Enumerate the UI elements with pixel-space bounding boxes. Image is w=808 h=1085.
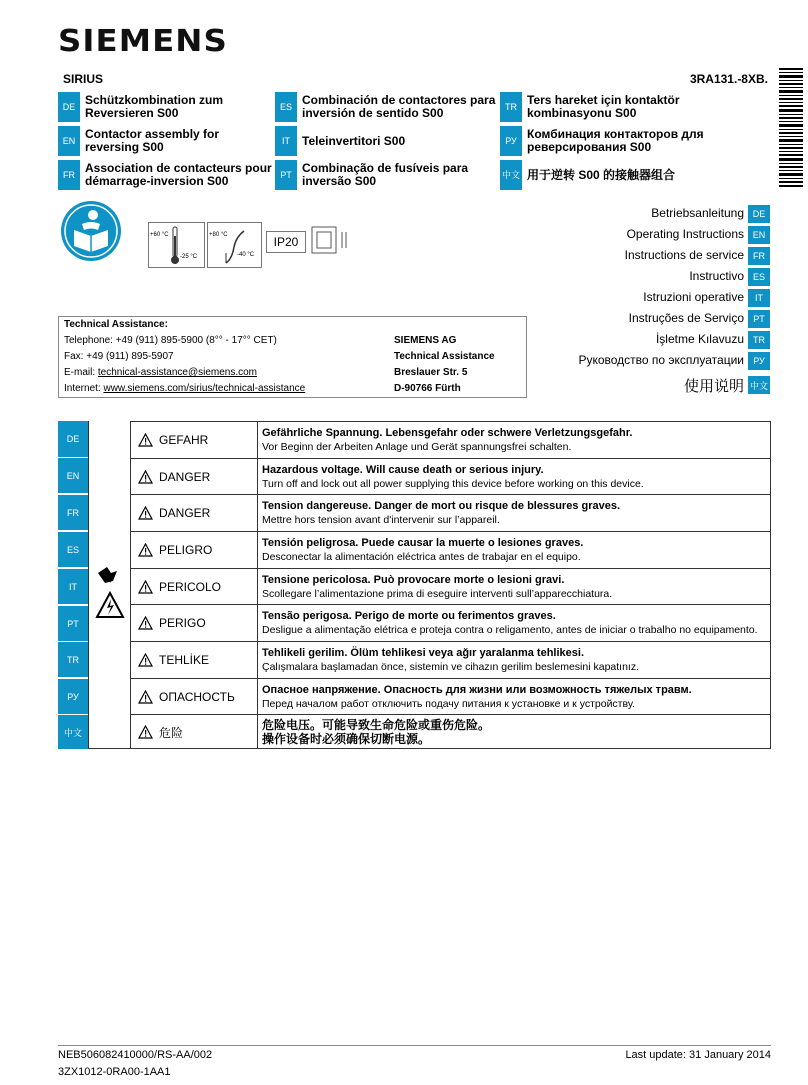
warning-row-es xyxy=(130,531,771,568)
product-series: SIRIUS xyxy=(63,72,104,86)
warning-heading: Gefährliche Spannung. Lebensgefahr oder schwere Verletzungsgefahr. xyxy=(262,427,633,439)
warning-heading: Tensión peligrosa. Puede causar la muerte o lesiones graves. xyxy=(262,537,584,549)
title-en xyxy=(58,126,273,156)
title-es xyxy=(275,92,497,122)
instruction-lang-badge: EN xyxy=(748,226,770,244)
lang-code: 中文 xyxy=(500,160,522,190)
op-temp-max: +60 °C xyxy=(150,232,169,238)
title-it xyxy=(275,126,497,156)
warning-heading: Tehlikeli gerilim. Ölüm tehlikesi veya ağır yaralanma tehlikesi. xyxy=(262,647,584,659)
ta-heading: Technical Assistance: xyxy=(64,319,168,330)
warning-lang-code: TR xyxy=(58,642,88,677)
warning-triangle-icon xyxy=(138,543,153,557)
instruction-title: Instruções de Serviço xyxy=(628,311,744,325)
lang-code: TR xyxy=(500,92,522,122)
instruction-title: Operating Instructions xyxy=(626,227,744,241)
order-number: 3RA131.-8XB. xyxy=(689,72,768,86)
ta-internet-link[interactable]: www.siemens.com/sirius/technical-assistance xyxy=(103,383,306,394)
warning-lang-code: 中文 xyxy=(58,715,88,749)
warning-heading: Tensione pericolosa. Può provocare morte o lesioni gravi. xyxy=(262,573,565,586)
instruction-lang-badge: РУ xyxy=(748,352,770,370)
warning-label: DANGER xyxy=(159,506,211,520)
warning-text xyxy=(260,605,770,641)
warning-signal-word xyxy=(130,715,258,749)
warning-heading: Опасное напряжение. Опасность для жизни или возможность тяжелых травм. xyxy=(262,683,692,696)
warning-row-pt xyxy=(130,604,771,641)
title-pt xyxy=(275,160,497,190)
warning-signal-word xyxy=(130,642,258,678)
warning-label: ОПАСНОСТЬ xyxy=(159,689,235,704)
warning-triangle-icon xyxy=(138,433,153,447)
ta-email-row xyxy=(64,367,257,378)
warning-triangle-icon xyxy=(138,506,153,520)
title-text: Teleinvertitori S00 xyxy=(302,133,406,148)
instruction-title: Instructivo xyxy=(689,269,744,283)
warning-lang-code: ES xyxy=(58,532,88,567)
warning-text xyxy=(260,495,770,531)
title-de xyxy=(58,92,273,122)
instruction-lang-badge: ES xyxy=(748,268,770,286)
warning-signal-word xyxy=(130,459,258,494)
last-update: Last update: 31 January 2014 xyxy=(625,1049,771,1061)
lang-code: FR xyxy=(58,160,80,190)
warning-heading: Tension dangereuse. Danger de mort ou risque de blessures graves. xyxy=(262,500,621,512)
lang-code: ES xyxy=(275,92,297,122)
warning-label: 危险 xyxy=(159,725,184,740)
protection-class-icon xyxy=(311,226,351,256)
warning-body: 操作设备时必须确保切断电源。 xyxy=(262,732,431,746)
title-text: Contactor assembly for reversing S00 xyxy=(85,127,220,154)
warning-signal-word xyxy=(130,605,258,641)
temperature-range-icon xyxy=(224,229,246,265)
part-number: 3ZX1012-0RA00-1AA1 xyxy=(58,1066,171,1078)
doc-number: NEB506082410000/RS-AA/002 xyxy=(58,1049,213,1061)
ta-email-link[interactable]: technical-assistance@siemens.com xyxy=(97,367,258,378)
warning-triangle-icon xyxy=(138,616,153,630)
siemens-logo: SIEMENS xyxy=(58,24,228,59)
warning-triangle-icon xyxy=(138,725,153,739)
warning-body: Turn off and lock out all power supplying this device before working on this device. xyxy=(262,477,644,490)
warning-signal-word xyxy=(130,495,258,531)
lang-code: PT xyxy=(275,160,297,190)
warning-triangle-icon xyxy=(138,470,153,484)
ta-email-prefix: E-mail: xyxy=(64,367,98,378)
footer-divider xyxy=(58,1045,771,1046)
warning-heading: Tensão perigosa. Perigo de morte ou ferimentos graves. xyxy=(262,610,556,622)
warning-body: Desligue a alimentação elétrica e proteja contra o religamento, antes de iniciar o trabalho no equipamento. xyxy=(262,624,758,636)
warning-text xyxy=(260,715,770,749)
warning-body: Çalışmalara başlamadan önce, sistemin ve cihazın gerilim beslemesini kapatınız. xyxy=(262,661,640,673)
warning-body: Перед началом работ отключить подачу питания к установке и к устройству. xyxy=(262,697,635,710)
ta-internet-row xyxy=(64,383,305,394)
title-text: Ters hareket için kontaktör kombinasyonu S00 xyxy=(527,93,680,120)
lang-code: EN xyxy=(58,126,80,156)
warning-text xyxy=(260,569,770,604)
warning-triangle-icon xyxy=(138,653,153,667)
warning-lang-code: EN xyxy=(58,458,88,493)
instruction-title: Istruzioni operative xyxy=(643,290,744,304)
ta-internet-prefix: Internet: xyxy=(64,383,104,394)
title-text: Association de contacteurs pour démarrage-inversion S00 xyxy=(85,161,272,188)
warning-signal-word xyxy=(130,422,258,458)
warning-text xyxy=(260,422,770,458)
instruction-title: Instructions de service xyxy=(624,248,744,262)
warning-label: PELIGRO xyxy=(159,543,213,557)
title-tr xyxy=(500,92,770,122)
barcode-icon xyxy=(779,68,803,188)
warning-text xyxy=(260,642,770,678)
op-temp-min: -25 °C xyxy=(180,254,198,260)
warning-body: Vor Beginn der Arbeiten Anlage und Gerät spannungsfrei schalten. xyxy=(262,441,572,453)
warning-row-it xyxy=(130,568,771,604)
warning-row-fr xyxy=(130,494,771,531)
instruction-title: İşletme Kılavuzu xyxy=(655,332,744,346)
warning-lang-code: РУ xyxy=(58,679,88,714)
warning-signal-word xyxy=(130,532,258,568)
warning-label: PERICOLO xyxy=(159,579,222,594)
read-manual-icon xyxy=(60,200,122,262)
title-text: Schützkombination zum Reversieren S00 xyxy=(85,93,223,120)
electric-hazard-icon xyxy=(95,565,125,620)
title-text: 用于逆转 S00 的接触器组合 xyxy=(527,167,676,182)
warning-row-tr xyxy=(130,641,771,678)
ta-fax: Fax: +49 (911) 895-5907 xyxy=(64,351,174,362)
warning-lang-code: IT xyxy=(58,569,88,604)
warning-body: Scollegare l’alimentazione prima di eseguire interventi sull’apparecchiatura. xyxy=(262,587,613,600)
warning-row-zh xyxy=(130,714,771,749)
instruction-lang-badge: PT xyxy=(748,310,770,328)
lang-code: РУ xyxy=(500,126,522,156)
warning-lang-code: DE xyxy=(58,421,88,457)
ip-rating: IP20 xyxy=(266,231,306,253)
warning-label: DANGER xyxy=(159,469,211,484)
warning-triangle-icon xyxy=(138,580,153,594)
instruction-lang-badge: 中文 xyxy=(748,376,770,394)
title-text: Комбинация контакторов для реверсирования S00 xyxy=(527,127,704,154)
warning-heading: 危险电压。可能导致生命危险或重伤危险。 xyxy=(262,718,491,732)
lang-code: DE xyxy=(58,92,80,122)
title-text: Combinación de contactores para inversión de sentido S00 xyxy=(302,93,496,120)
operating-temp-box xyxy=(148,222,205,268)
instruction-title: Руководство по эксплуатации xyxy=(578,353,744,367)
technical-assistance-box xyxy=(58,316,527,398)
warning-text xyxy=(260,459,770,494)
title-ru xyxy=(500,126,770,156)
store-temp-min: -40 °C xyxy=(237,252,255,258)
warning-label: PERIGO xyxy=(159,616,206,630)
warning-signal-word xyxy=(130,569,258,604)
ta-phone: Telephone: +49 (911) 895-5900 (8°° - 17°° CET) xyxy=(64,335,277,346)
safety-warning-table xyxy=(58,421,771,749)
lang-code: IT xyxy=(275,126,297,156)
warning-lang-code: FR xyxy=(58,495,88,530)
instruction-title: 使用说明 xyxy=(683,378,744,395)
warning-lang-code: PT xyxy=(58,606,88,641)
instruction-title: Betriebsanleitung xyxy=(651,206,744,220)
warning-body: Desconectar la alimentación eléctrica antes de trabajar en el equipo. xyxy=(262,551,581,563)
title-fr xyxy=(58,160,273,190)
warning-text xyxy=(260,679,770,714)
instruction-lang-badge: TR xyxy=(748,331,770,349)
ta-city: D-90766 Fürth xyxy=(394,383,461,394)
warning-text xyxy=(260,532,770,568)
warning-heading: Hazardous voltage. Will cause death or serious injury. xyxy=(262,463,544,476)
instruction-lang-badge: IT xyxy=(748,289,770,307)
ta-dept: Technical Assistance xyxy=(394,351,495,362)
instruction-lang-badge: DE xyxy=(748,205,770,223)
warning-row-en xyxy=(130,458,771,494)
title-zh xyxy=(500,160,770,190)
ta-company: SIEMENS AG xyxy=(394,335,457,346)
storage-temp-box xyxy=(207,222,262,268)
warning-triangle-icon xyxy=(138,690,153,704)
ta-street: Breslauer Str. 5 xyxy=(394,367,468,378)
warning-row-de xyxy=(130,421,771,458)
warning-label: TEHLİKE xyxy=(159,653,210,667)
warning-label: GEFAHR xyxy=(159,433,209,447)
title-text: Combinação de fusíveis para inversão S00 xyxy=(302,161,469,188)
instruction-lang-badge: FR xyxy=(748,247,770,265)
warning-row-ru xyxy=(130,678,771,714)
warning-body: Mettre hors tension avant d'intervenir sur l’appareil. xyxy=(262,514,500,526)
store-temp-max: +80 °C xyxy=(209,232,228,238)
warning-signal-word xyxy=(130,679,258,714)
thermometer-icon xyxy=(169,226,181,266)
